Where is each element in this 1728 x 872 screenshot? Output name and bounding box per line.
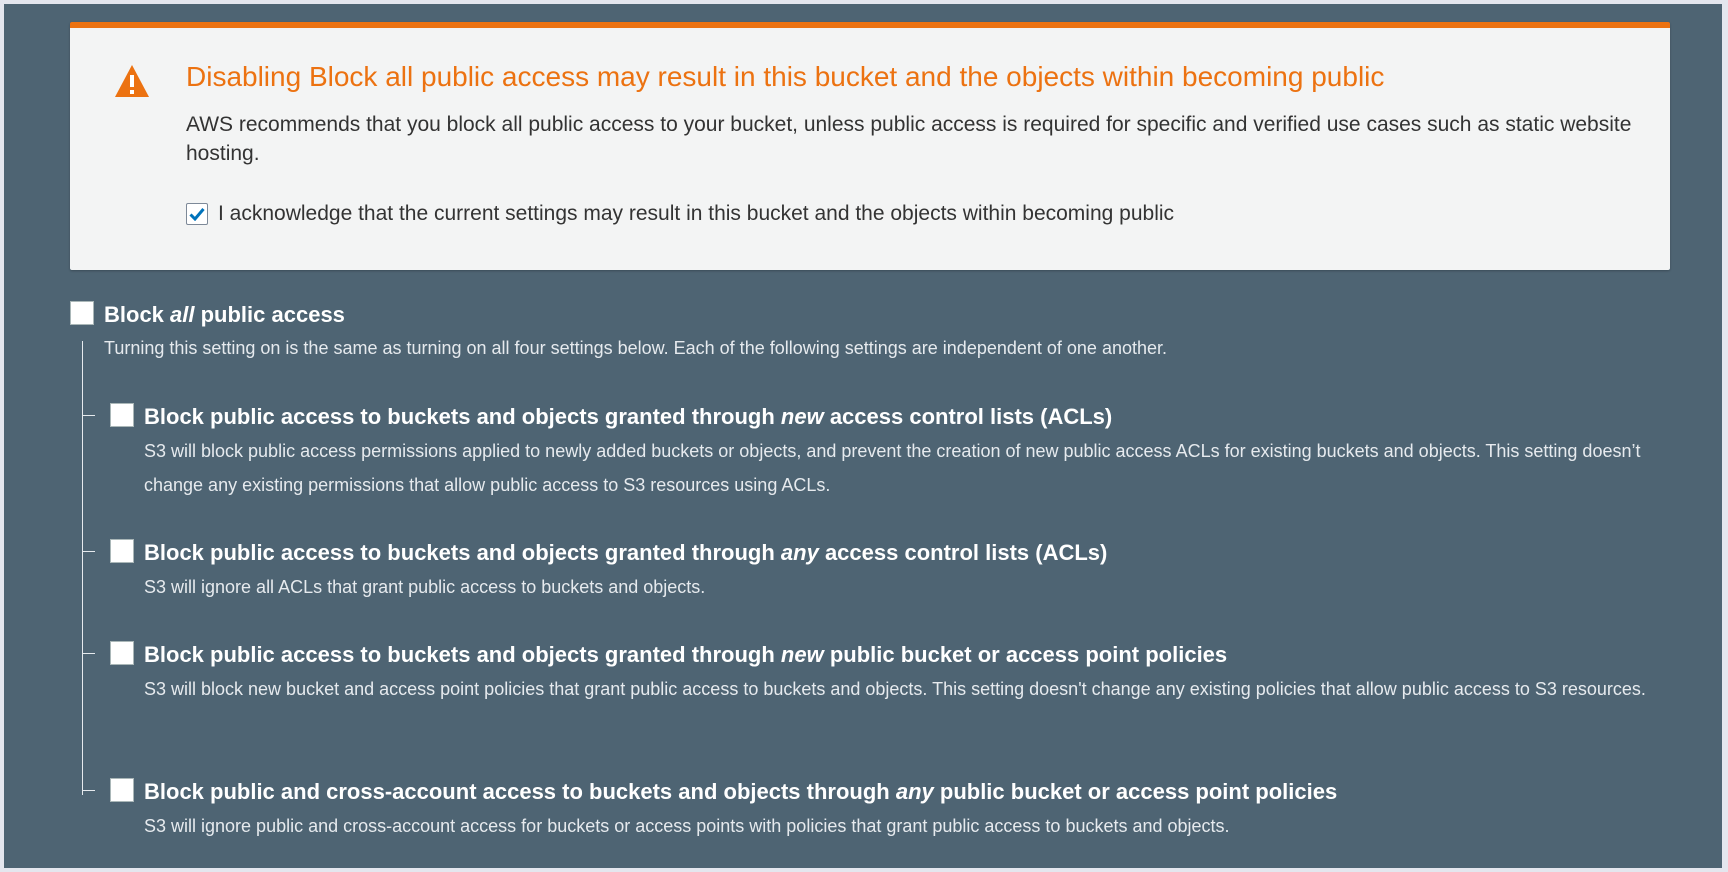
block-new-acls-label[interactable]: Block public access to buckets and objects granted through new access control lists (ACLs) (144, 404, 1113, 429)
checkmark-icon (189, 207, 205, 221)
warning-title: Disabling Block all public access may result in this bucket and the objects within becoming public (186, 61, 1385, 92)
block-all-label[interactable]: Block all public access (104, 302, 345, 327)
block-any-acls-description: S3 will ignore all ACLs that grant public access to buckets and objects. (144, 577, 706, 597)
tree-branch (82, 551, 95, 552)
block-all-checkbox[interactable] (70, 301, 94, 325)
block-new-policies-label[interactable]: Block public access to buckets and objects granted through new public bucket or access point policies (144, 642, 1228, 667)
block-any-policies-label[interactable]: Block public and cross-account access to buckets and objects through any public bucket or access point policies (144, 779, 1338, 804)
tree-connector (82, 341, 83, 795)
warning-body: AWS recommends that you block all public access to your bucket, unless public access is required for specific and verified use cases such as static website hosting. (186, 113, 1632, 165)
block-new-acls-description: S3 will block public access permissions applied to newly added buckets or objects, and prevent the creation of new public access ACLs for existing buckets and objects. This setting doesn’t change any existing permissions that allow public access to S3 resources using ACLs. (144, 441, 1641, 495)
block-any-policies-description: S3 will ignore public and cross-account access for buckets or access points with policies that grant public access to buckets and objects. (144, 816, 1230, 836)
block-all-description: Turning this setting on is the same as turning on all four settings below. Each of the following settings are independent of one another. (104, 338, 1168, 358)
block-any-policies-checkbox[interactable] (110, 778, 134, 802)
block-new-policies-description: S3 will block new bucket and access point policies that grant public access to buckets and objects. This setting doesn't change any existing policies that allow public access to S3 resources. (144, 679, 1646, 699)
tree-branch (82, 415, 95, 416)
acknowledge-label: I acknowledge that the current settings may result in this bucket and the objects within becoming public (218, 202, 1175, 225)
block-public-access-panel (4, 4, 1722, 868)
block-any-acls-label[interactable]: Block public access to buckets and objects granted through any access control lists (ACLs) (144, 540, 1108, 565)
tree-branch (82, 653, 95, 654)
acknowledge-checkbox[interactable] (186, 203, 208, 225)
block-new-policies-checkbox[interactable] (110, 641, 134, 665)
warning-icon (114, 64, 150, 98)
block-new-acls-checkbox[interactable] (110, 403, 134, 427)
acknowledge-row[interactable] (186, 202, 1174, 226)
public-access-warning (70, 22, 1670, 270)
tree-branch (82, 790, 95, 791)
block-any-acls-checkbox[interactable] (110, 539, 134, 563)
